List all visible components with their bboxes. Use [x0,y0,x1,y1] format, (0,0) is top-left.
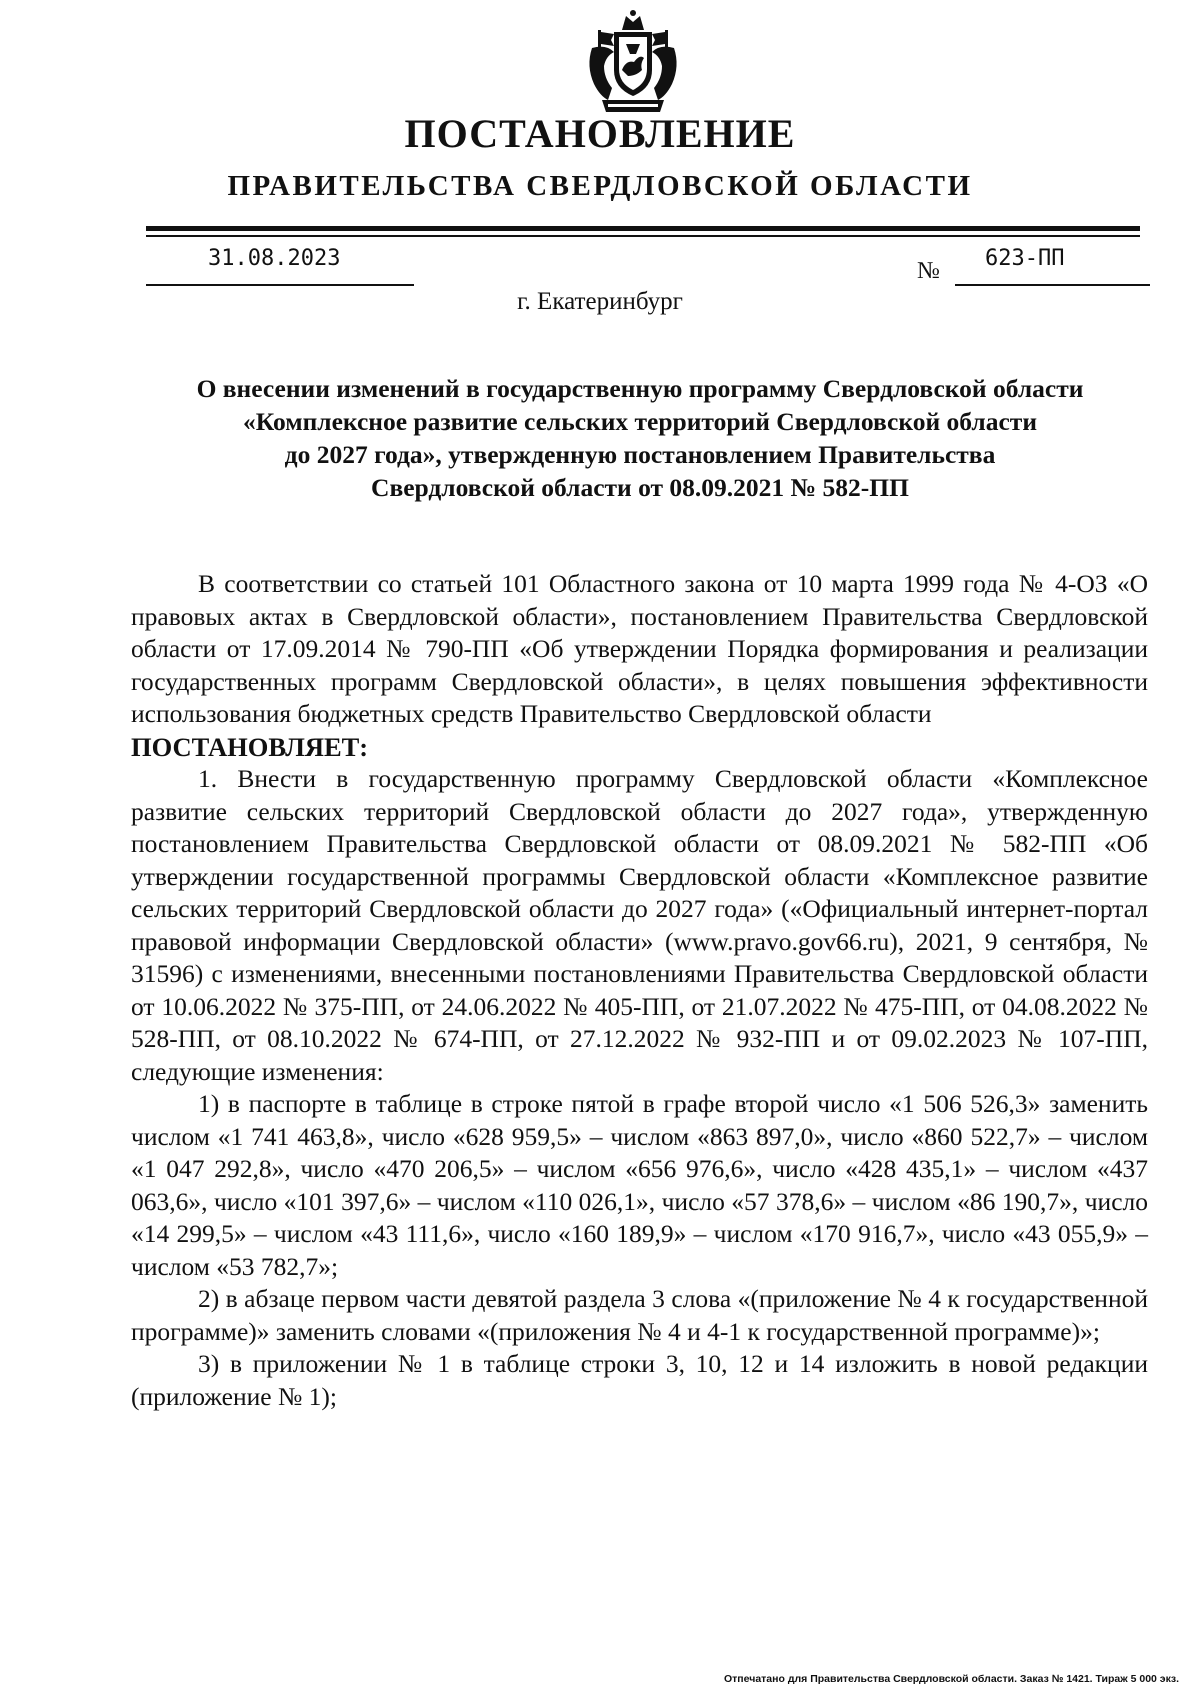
document-number: 623-ПП [985,246,1065,271]
document-city: г. Екатеринбург [517,288,683,315]
document-body [131,568,1148,1413]
header-divider-thin [146,235,1140,237]
header-divider-thick [146,226,1140,231]
document-date: 31.08.2023 [208,246,341,271]
date-underline [146,284,414,286]
decree-keyword: ПОСТАНОВЛЯЕТ: [131,731,369,762]
subitem-1-paragraph: 1) в паспорте в таблице в строке пятой в графе второй число «1 506 526,3» заменить числом «1 741 463,8», число «628 959,5» – числом «863 897,0», число «860 522,7» – числом «1 047 292,8», число «470 206,5» – числом «656 976,6», число «428 435,1» – числом «437 063,6», число «101 397,6» – числом «110 026,1», число «57 378,6» – числом «86 190,7», число «14 299,5» – числом «43 111,6», число «160 189,9» – числом «170 916,7», число «43 055,9» – числом «53 782,7»; [131,1089,1148,1281]
number-underline [955,284,1150,286]
document-subtitle: ПРАВИТЕЛЬСТВА СВЕРДЛОВСКОЙ ОБЛАСТИ [227,170,973,202]
heading-line: О внесении изменений в государственную программу Свердловской области [196,374,1084,403]
subitem-3-paragraph: 3) в приложении № 1 в таблице строки 3, 10, 12 и 14 изложить в новой редакции (приложение № 1); [131,1349,1148,1411]
document-heading [130,372,1150,504]
heading-line: «Комплексное развитие сельских территорий Свердловской области [242,407,1038,436]
number-sign: № [917,258,940,284]
print-note: Отпечатано для Правительства Свердловской области. Заказ № 1421. Тираж 5 000 экз. [724,1673,1179,1685]
coat-of-arms-icon [578,8,688,118]
document-title: ПОСТАНОВЛЕНИЕ [404,111,796,156]
item-1-paragraph: 1. Внести в государственную программу Свердловской области «Комплексное развитие сельских территорий Свердловской области до 2027 года», утвержденную постановлением Правительства Свердловской области от 08.09.2021 № 582-ПП «Об утверждении государственной программы Свердловской области «Комплексное развитие сельских территорий Свердловской области до 2027 года» («Официальный интернет-портал правовой информации Свердловской области» (www.pravo.gov66.ru), 2021, 9 сентября, № 31596) с изменениями, внесенными постановлениями Правительства Свердловской области от 10.06.2022 № 375-ПП, от 24.06.2022 № 405-ПП, от 21.07.2022 № 475-ПП, от 04.08.2022 № 528-ПП, от 08.10.2022 № 674-ПП, от 27.12.2022 № 932-ПП и от 09.02.2023 № 107-ПП, следующие изменения: [131,764,1148,1086]
heading-line: до 2027 года», утвержденную постановлением Правительства [284,440,996,469]
subitem-2-paragraph: 2) в абзаце первом части девятой раздела 3 слова «(приложение № 4 к государственной программе)» заменить словами «(приложения № 4 и 4-1 к государственной программе)»; [131,1284,1148,1346]
heading-line: Свердловской области от 08.09.2021 № 582-ПП [371,473,909,502]
preamble-paragraph: В соответствии со статьей 101 Областного закона от 10 марта 1999 года № 4-ОЗ «О правовых актах в Свердловской области», постановлением Правительства Свердловской области от 17.09.2014 № 790-ПП «Об утверждении Порядка формирования и реализации государственных программ Свердловской области», в целях повышения эффективности использования бюджетных средств Правительство Свердловской области [131,569,1148,728]
